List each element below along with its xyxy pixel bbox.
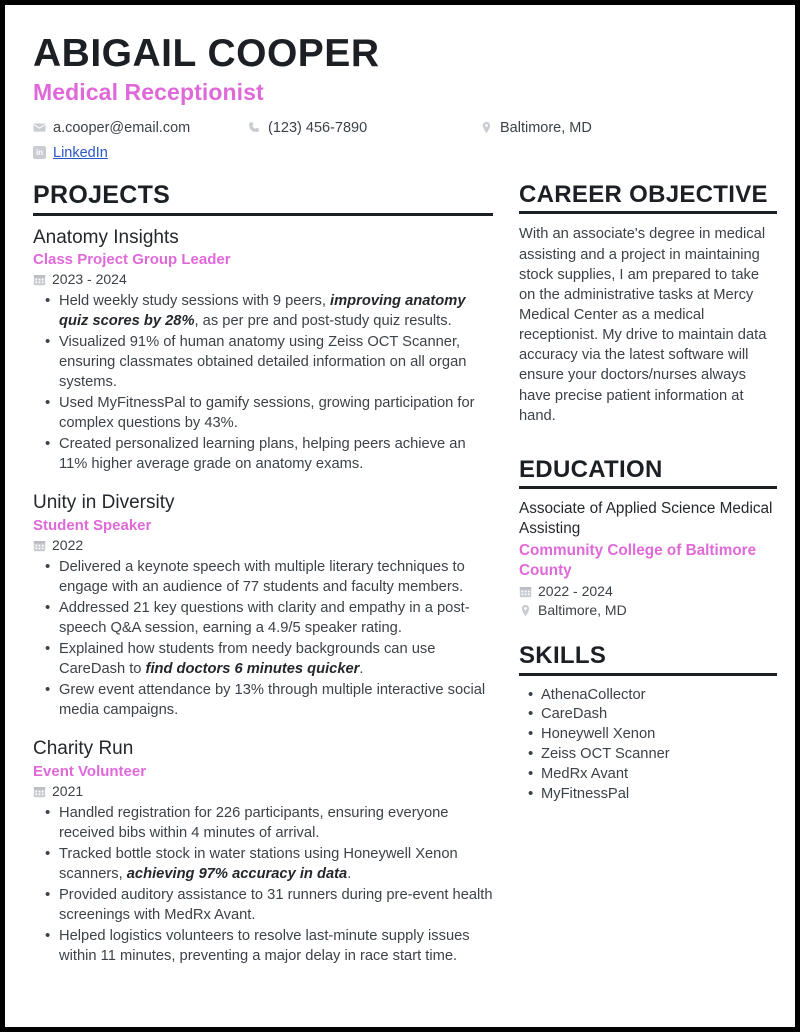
resume-page [5,5,795,1027]
project-role: Class Project Group Leader [33,251,231,269]
education-school: Community College of Baltimore County [519,541,757,579]
bullet-item: • Provided auditory assistance to 31 runners during pre-event health screenings with MedRx Avant. [33,886,493,925]
right-column [519,181,777,983]
education-degree: Associate of Applied Science Medical Assisting [519,500,773,538]
project-title: Unity in Diversity [33,492,175,514]
education-dates-text: 2022 - 2024 [538,583,613,600]
left-column [33,181,493,983]
phone-icon [248,121,261,134]
resume-header [33,33,767,165]
linkedin-icon: in [33,146,46,159]
project-title: Anatomy Insights [33,226,179,248]
project-entry [33,737,493,966]
education-entry [519,499,777,618]
project-bullets [33,292,493,474]
calendar-icon [33,539,46,552]
section-skills [519,642,777,805]
bullet-item: • Tracked bottle stock in water stations using Honeywell Xenon scanners, achieving 97% accuracy in data. [33,845,493,884]
project-entry [33,226,493,475]
bullet-item: • Visualized 91% of human anatomy using Zeiss OCT Scanner, ensuring classmates obtained detailed information on all organ systems. [33,333,493,392]
contact-location [480,120,592,136]
skill-item: • Honeywell Xenon [519,725,777,745]
contact-phone[interactable] [248,120,480,136]
map-pin-icon [480,121,493,134]
project-entry [33,491,493,720]
project-dates-text: 2021 [52,783,84,800]
contact-linkedin[interactable] [33,145,248,161]
project-role: Event Volunteer [33,763,147,781]
skill-item: • MyFitnessPal [519,785,777,805]
bullet-item: • Grew event attendance by 13% through multiple interactive social media campaigns. [33,681,493,720]
contact-email[interactable] [33,120,248,136]
section-education [519,456,777,618]
section-divider-projects [33,213,493,216]
candidate-name: ABIGAIL COOPER [33,32,380,75]
skills-list [519,686,777,806]
project-bullets [33,804,493,966]
bullet-item: • Created personalized learning plans, helping peers achieve an 11% higher average grade on anatomy exams. [33,435,493,474]
skill-item: • CareDash [519,705,777,725]
career-objective-text: With an associate's degree in medical assisting and a project in maintaining stock supplies, I am prepared to take on the administrative tasks at Mercy Medical Center as a medical receptionist. My drive to maintain data accuracy via the latest software will ensure your doctors/nurses always have precise patient information at hand. [519,226,767,424]
skill-item: • AthenaCollector [519,686,777,706]
contact-info [33,115,767,165]
project-dates [33,537,493,553]
education-location [519,602,777,618]
project-bullets [33,558,493,720]
section-title-skills: SKILLS [519,642,607,670]
section-career-objective [519,181,777,426]
skill-item: • Zeiss OCT Scanner [519,745,777,765]
map-pin-icon [519,604,532,617]
section-title-projects: PROJECTS [33,181,171,210]
bullet-item: • Helped logistics volunteers to resolve last-minute supply issues within 11 minutes, preventing a major delay in race start time. [33,927,493,966]
education-dates [519,583,777,599]
candidate-job-title: Medical Receptionist [33,79,264,106]
calendar-icon [519,585,532,598]
linkedin-link[interactable]: LinkedIn [53,144,108,161]
bullet-item: • Explained how students from needy backgrounds can use CareDash to find doctors 6 minutes quicker. [33,640,493,679]
project-role: Student Speaker [33,517,152,535]
spacer [519,426,777,456]
project-dates [33,271,493,287]
project-dates [33,783,493,799]
email-text: a.cooper@email.com [53,119,191,136]
skill-item: • MedRx Avant [519,765,777,785]
location-text: Baltimore, MD [500,119,592,136]
section-title-education: EDUCATION [519,455,663,483]
calendar-icon [33,785,46,798]
phone-text: (123) 456-7890 [268,119,368,136]
projects-list [33,226,493,967]
bullet-item: • Addressed 21 key questions with clarity and empathy in a post-speech Q&A session, earning a 4.9/5 speaker rating. [33,599,493,638]
section-divider-education [519,486,777,489]
section-title-career-objective: CAREER OBJECTIVE [519,181,768,209]
bullet-item: • Held weekly study sessions with 9 peers, improving anatomy quiz scores by 28%, as per pre and post-study quiz results. [33,292,493,331]
section-divider-skills [519,673,777,676]
project-dates-text: 2023 - 2024 [52,271,127,288]
envelope-icon [33,121,46,134]
bullet-item: • Delivered a keynote speech with multiple literary techniques to engage with an audience of 77 students and faculty members. [33,558,493,597]
bullet-item: • Used MyFitnessPal to gamify sessions, growing participation for complex questions by 43%. [33,394,493,433]
section-divider-career-objective [519,211,777,214]
calendar-icon [33,273,46,286]
project-dates-text: 2022 [52,537,84,554]
education-location-text: Baltimore, MD [538,602,627,619]
bullet-item: • Handled registration for 226 participants, ensuring everyone received bibs within 4 minutes of arrival. [33,804,493,843]
spacer [519,618,777,642]
project-title: Charity Run [33,738,134,760]
